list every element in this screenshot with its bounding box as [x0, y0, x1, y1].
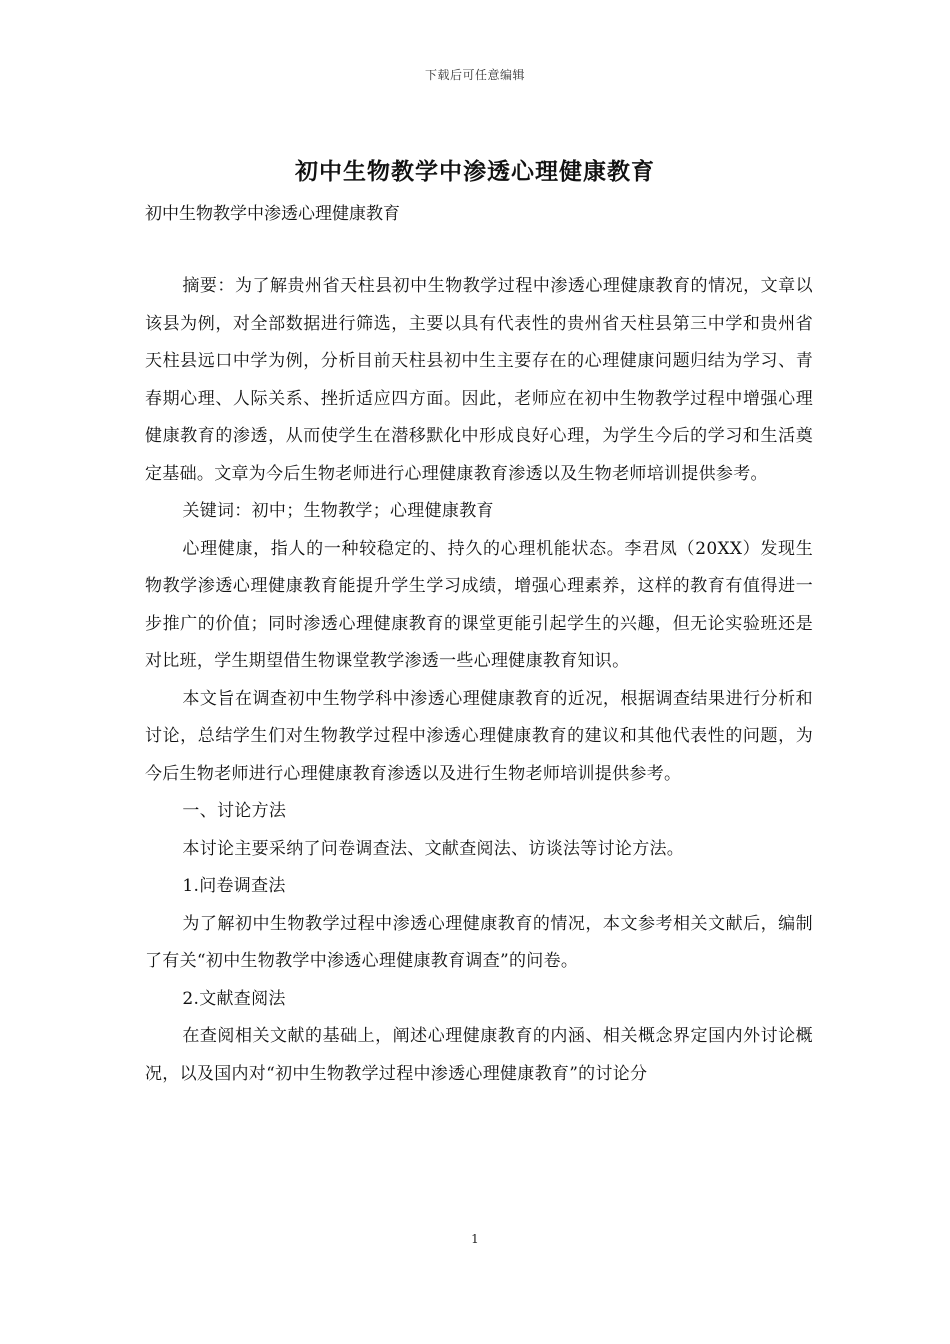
- subsection-heading: 2.文献查阅法: [182, 988, 286, 1009]
- body-paragraph: 为了解初中生物教学过程中渗透心理健康教育的情况，本文参考相关文献后，编制了有关“初中生物教学中渗透心理健康教育调查”的问卷。: [145, 913, 813, 971]
- document-title: 初中生物教学中渗透心理健康教育: [295, 158, 655, 185]
- page-number: 1: [471, 1232, 479, 1246]
- document-subtitle: 初中生物教学中渗透心理健康教育: [145, 204, 400, 224]
- keywords-paragraph: 关键词：初中；生物教学；心理健康教育: [182, 501, 494, 521]
- abstract-paragraph: 摘要：为了解贵州省天柱县初中生物教学过程中渗透心理健康教育的情况，文章以该县为例，对全部数据进行筛选，主要以具有代表性的贵州省天柱县第三中学和贵州省天柱县远口中学为例，分析目前天柱县初中生主要存在的心理健康问题归结为学习、青春期心理、人际关系、挫折适应四方面。因此，老师应在初中生物教学过程中增强心理健康教育的渗透，从而使学生在潜移默化中形成良好心理，为学生今后的学习和生活奠定基础。文章为今后生物老师进行心理健康教育渗透以及生物老师培训提供参考。: [145, 276, 813, 484]
- body-paragraph: 本文旨在调查初中生物学科中渗透心理健康教育的近况，根据调查结果进行分析和讨论，总结学生们对生物教学过程中渗透心理健康教育的建议和其他代表性的问题，为今后生物老师进行心理健康教育渗透以及进行生物老师培训提供参考。: [145, 688, 813, 784]
- body-paragraph: 心理健康，指人的一种较稳定的、持久的心理机能状态。李君凤（20XX）发现生物教学渗透心理健康教育能提升学生学习成绩，增强心理素养，这样的教育有值得进一步推广的价值；同时渗透心理健康教育的课堂更能引起学生的兴趣，但无论实验班还是对比班，学生期望借生物课堂教学渗透一些心理健康教育知识。: [145, 538, 813, 671]
- header-note: 下载后可任意编辑: [424, 68, 525, 82]
- subsection-heading: 1.问卷调查法: [182, 876, 286, 896]
- document-body: [145, 196, 813, 1093]
- section-heading: 一、讨论方法: [182, 801, 287, 821]
- body-paragraph: 本讨论主要采纳了问卷调查法、文献查阅法、访谈法等讨论方法。: [182, 838, 685, 859]
- body-paragraph: 在查阅相关文献的基础上，阐述心理健康教育的内涵、相关概念界定国内外讨论概况，以及国内对“初中生物教学过程中渗透心理健康教育”的讨论分: [145, 1026, 813, 1084]
